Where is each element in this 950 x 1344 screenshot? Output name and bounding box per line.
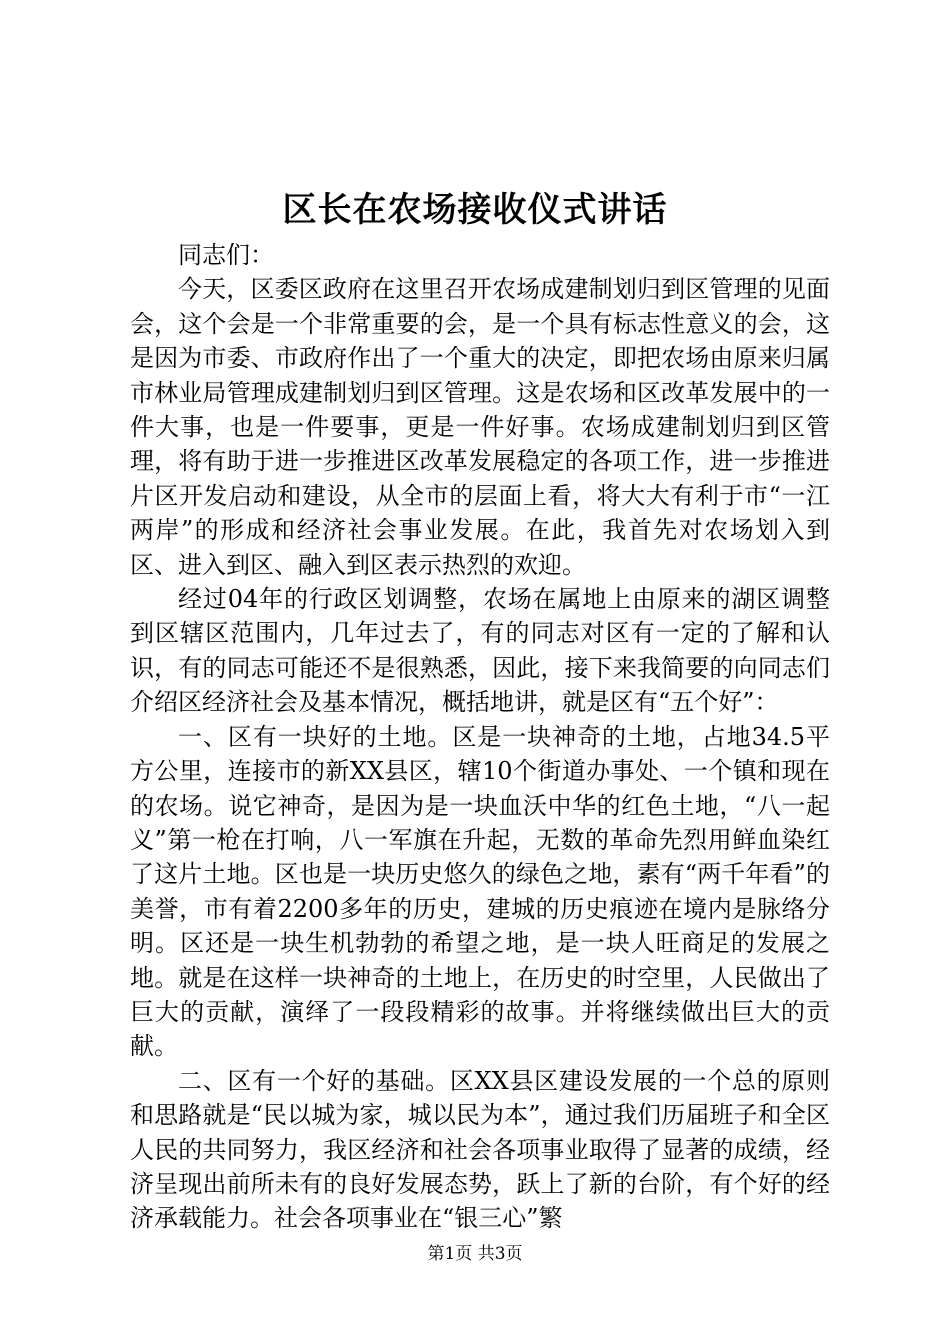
paragraph: 今天，区委区政府在这里召开农场成建制划归到区管理的见面会，这个会是一个非常重要的会，是一个具有标志性意义的会，这是因为市委、市政府作出了一个重大的决定，即把农场由原来归属市林业局管理成建制划归到区管理。这是农场和区改革发展中的一件大事，也是一件要事，更是一件好事。农场成建制划归到区管理，将有助于进一步推进区改革发展稳定的各项工作，进一步推进片区开发启动和建设，从全市的层面上看，将大大有利于市“一江两岸”的形成和经济社会事业发展。在此，我首先对农场划入到区、进入到区、融入到区表示热烈的欢迎。 [130,275,830,579]
paragraph: 二、区有一个好的基础。区XX县区建设发展的一个总的原则和思路就是“民以城为家，城以民为本”，通过我们历届班子和全区人民的共同努力，我区经济和社会各项事业取得了显著的成绩，经济呈现出前所未有的良好发展态势，跃上了新的台阶，有个好的经济承载能力。社会各项事业在“银三心”繁 [130,1066,830,1233]
paragraph: 一、区有一块好的土地。区是一块神奇的土地，占地34.5平方公里，连接市的新XX县区，辖10个街道办事处、一个镇和现在的农场。说它神奇，是因为是一块血沃中华的红色土地，“八一起义”第一枪在打响，八一军旗在升起，无数的革命先烈用鲜血染红了这片土地。区也是一块历史悠久的绿色之地，素有“两千年看”的美誉，市有着2200多年的历史，建城的历史痕迹在境内是脉络分明。区还是一块生机勃勃的希望之地，是一块人旺商足的发展之地。就是在这样一块神奇的土地上，在历史的时空里，人民做出了巨大的贡献，演绎了一段段精彩的故事。并将继续做出巨大的贡献。 [130,722,830,1061]
paragraph-salutation: 同志们： [178,241,274,269]
paragraph: 经过04年的行政区划调整，农场在属地上由原来的湖区调整到区辖区范围内，几年过去了，有的同志对区有一定的了解和认识，有的同志可能还不是很熟悉，因此，接下来我简要的向同志们介绍区经济社会及基本情况，概括地讲，就是区有“五个好”： [130,585,830,717]
document-title: 区长在农场接收仪式讲话 [282,190,668,230]
page-number: 第1页 共3页 [427,1244,523,1264]
document-body [130,238,830,1236]
